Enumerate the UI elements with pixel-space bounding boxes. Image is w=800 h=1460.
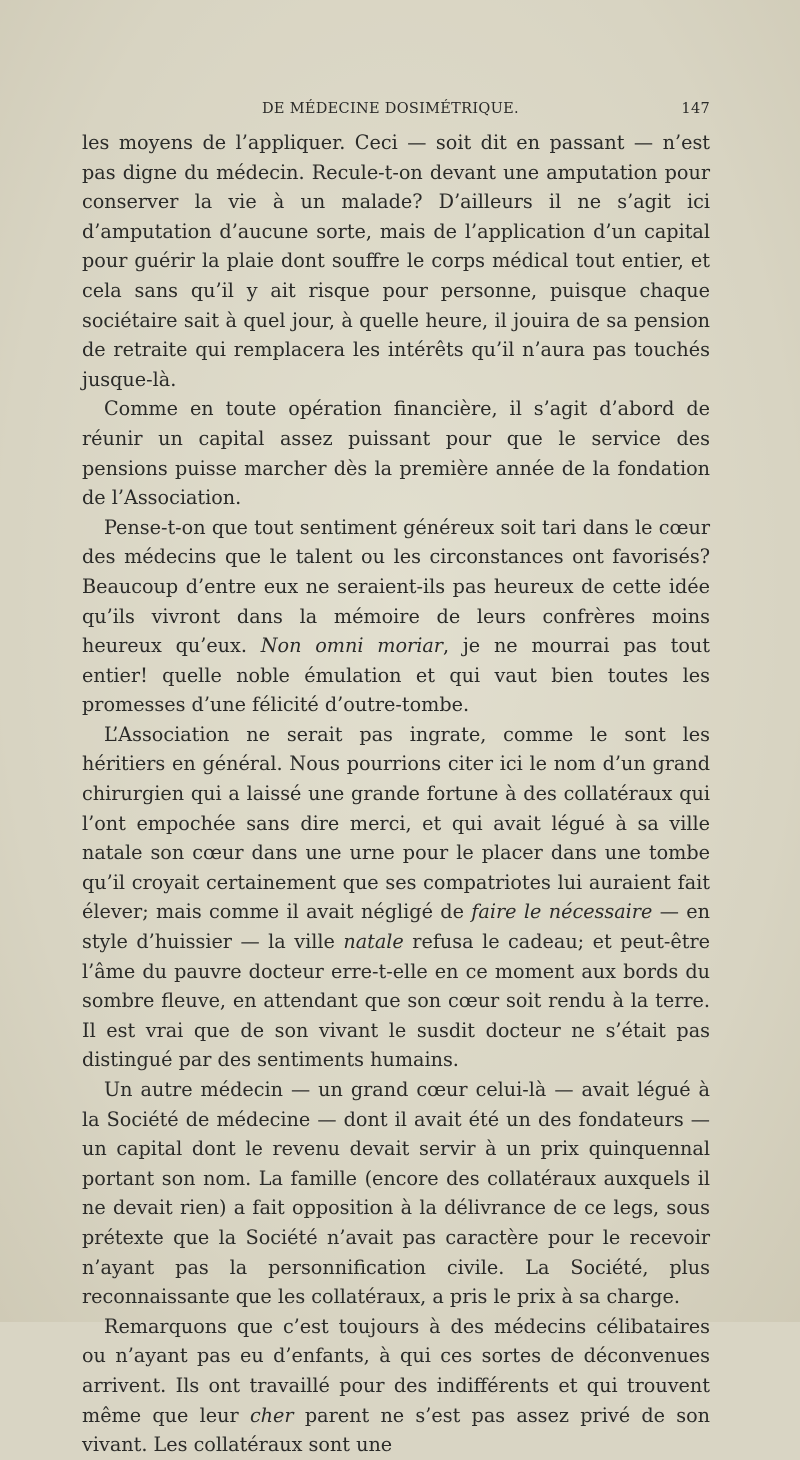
paragraph-4-text-b: — en style d’huissier — la ville xyxy=(82,900,710,954)
body-text xyxy=(82,128,710,1460)
paragraph-4-text-c: refusa le cadeau; et peut-être l’âme du pauvre docteur erre-t-elle en ce moment aux bords du sombre fleuve, en attendant que son cœur soit rendu à la terre. Il est vrai que de son vivant le susdit docteur ne s’était pas distingué par des sentiments humains. xyxy=(82,930,710,1072)
paragraph-3-text-a: Pense-t-on que tout sentiment généreux soit tari dans le cœur des médecins que le talent ou les circonstances ont favorisés? Beaucoup d’entre eux ne seraient-ils pas heureux de cette idée qu’ils vivront dans la mémoire de leurs confrères moins heureux qu’eux. xyxy=(82,515,710,658)
latin-quote: Non omni moriar xyxy=(260,634,443,658)
paragraph-4-text-a: L’Association ne serait pas ingrate, comme le sont les héritiers en général. Nous pourrions citer ici le nom d’un grand chirurgien qui a laissé une grande fortune à des collatéraux qui l’ont empochée sans dire merci, et qui avait légué à sa ville natale son cœur dans une urne pour le placer dans une tombe qu’il croyait certainement que ses compatriotes lui auraient fait élever; mais comme il avait négligé de xyxy=(82,722,710,924)
paragraph-2 xyxy=(82,394,710,512)
paragraph-5-text: Un autre médecin — un grand cœur celui-là — avait légué à la Société de médecine — dont il avait été un des fondateurs — un capital dont le revenu devait servir à un prix quinquennal portant son nom. La famille (encore des collatéraux auxquels il ne devait rien) a fait opposition à la délivrance de ce legs, sous prétexte que la Société n’avait pas caractère pour le recevoir n’ayant pas la personnification civile. La Société, plus reconnaissante que les collatéraux, a pris le prix à sa charge. xyxy=(82,1078,710,1309)
italic-phrase-faire-le-necessaire: faire le nécessaire xyxy=(471,900,653,924)
paragraph-1-text: les moyens de l’appliquer. Ceci — soit dit en passant — n’est pas digne du médecin. Recule-t-on devant une amputation pour conserver la vie à un malade? D’ailleurs il ne s’agit ici d’amputation d’aucune sorte, mais de l’application d’un capital pour guérir la plaie dont souffre le corps médical tout entier, et cela sans qu’il y ait risque pour personne, puisque chaque sociétaire sait à quel jour, à quelle heure, il jouira de sa pension de retraite qui remplacera les intérêts qu’il n’aura pas touchés jusque-là. xyxy=(82,131,710,391)
paragraph-1 xyxy=(82,128,710,394)
paragraph-4 xyxy=(82,720,710,1075)
paragraph-6-text-a: Remarquons que c’est toujours à des médecins célibataires ou n’ayant pas eu d’enfants, à qui ces sortes de déconvenues arrivent. Ils ont travaillé pour des indifférents et qui trouvent même que leur xyxy=(82,1314,710,1427)
paragraph-5 xyxy=(82,1075,710,1312)
italic-word-cher: cher xyxy=(249,1403,294,1427)
paragraph-6 xyxy=(82,1312,710,1460)
running-title: DE MÉDECINE DOSIMÉTRIQUE. xyxy=(262,101,519,117)
paragraph-3-text-b: , je ne mourrai pas tout entier! quelle noble émulation et qui vaut bien toutes les promesses d’une félicité d’outre-tombe. xyxy=(82,634,710,717)
paragraph-2-text: Comme en toute opération financière, il s’agit d’abord de réunir un capital assez puissant pour que le service des pensions puisse marcher dès la première année de la fondation de l’Association. xyxy=(82,397,710,510)
paragraph-6-text-b: parent ne s’est pas assez privé de son vivant. Les collatéraux sont une xyxy=(82,1403,710,1457)
italic-word-natale: natale xyxy=(343,930,404,954)
running-header xyxy=(82,101,710,125)
paragraph-3 xyxy=(82,513,710,720)
page-number: 147 xyxy=(681,101,710,117)
